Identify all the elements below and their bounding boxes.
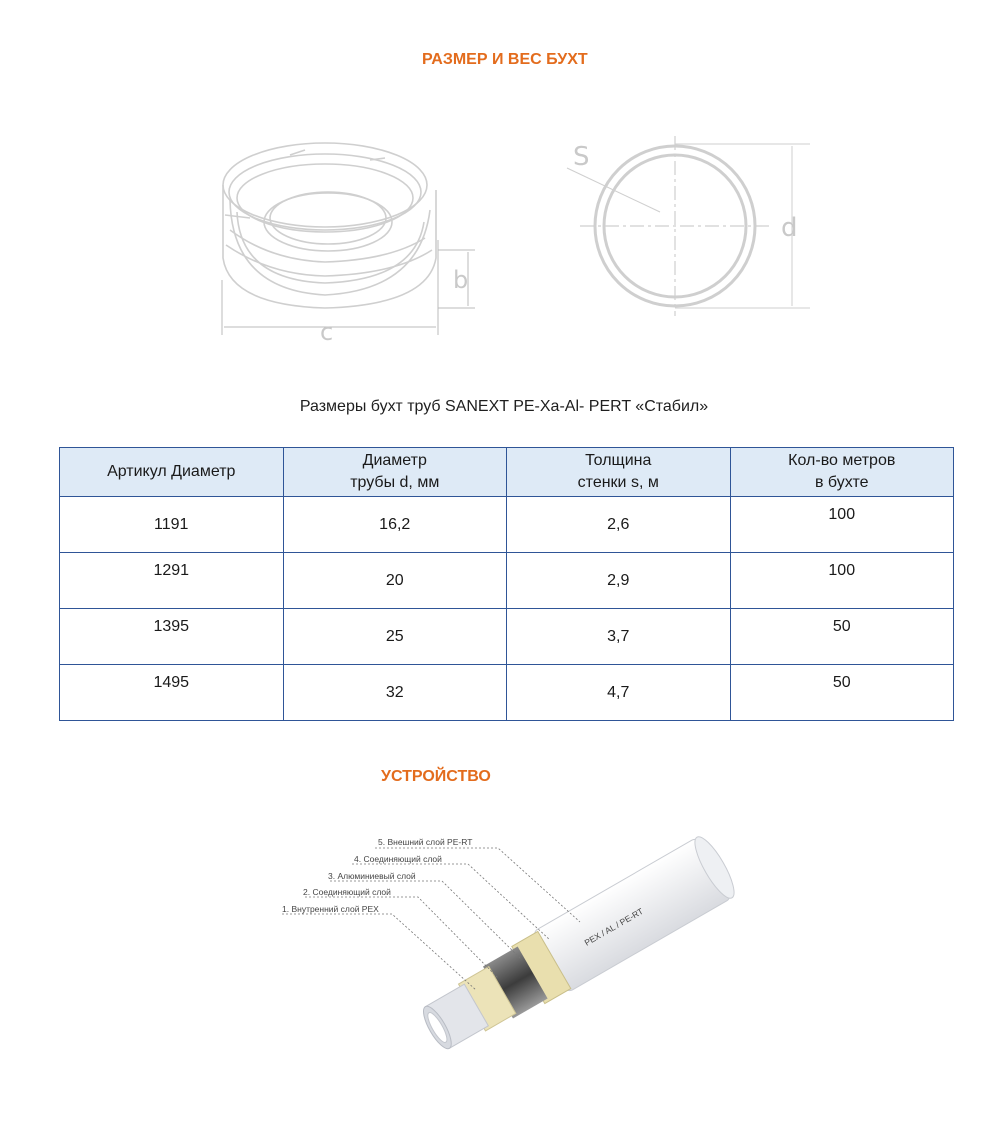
pipe-layers-illustration — [270, 830, 740, 1055]
cell-meters: 50 — [730, 665, 954, 721]
cell-meters: 100 — [730, 497, 954, 553]
cell-wall: 2,6 — [507, 497, 731, 553]
header-meters: Кол-во метров в бухте — [730, 448, 954, 497]
pipe-cross-section-diagram — [565, 130, 815, 325]
cell-wall: 4,7 — [507, 665, 731, 721]
section-title-size-weight: РАЗМЕР И ВЕС БУХТ — [422, 51, 588, 68]
cell-diameter: 25 — [283, 609, 507, 665]
cell-article: 1291 — [60, 553, 284, 609]
cell-diameter: 32 — [283, 665, 507, 721]
table-row — [60, 553, 954, 609]
layer-label-2: 2. Соединяющий слой — [303, 887, 391, 897]
cell-meters: 100 — [730, 553, 954, 609]
cell-article: 1495 — [60, 665, 284, 721]
header-diameter: Диаметр трубы d, мм — [283, 448, 507, 497]
dim-c-label: c — [320, 318, 334, 345]
cell-article: 1395 — [60, 609, 284, 665]
coil-sizes-table — [59, 447, 954, 721]
table-title: Размеры бухт труб SANEXT PE-Xa-Al- PERT «Стабил» — [299, 398, 709, 415]
coil-diagram — [210, 130, 490, 345]
layer-label-4: 4. Соединяющий слой — [354, 854, 442, 864]
table-row — [60, 665, 954, 721]
cell-article: 1191 — [60, 497, 284, 553]
layer-label-3: 3. Алюминиевый слой — [328, 871, 416, 881]
layer-label-1: 1. Внутренний слой PEX — [282, 904, 379, 914]
dim-s-label: S — [573, 142, 590, 172]
dim-b-label: b — [453, 266, 469, 294]
header-article: Артикул Диаметр — [60, 448, 284, 497]
table-row — [60, 497, 954, 553]
cell-wall: 3,7 — [507, 609, 731, 665]
dim-d-label: d — [781, 213, 798, 243]
cell-meters: 50 — [730, 609, 954, 665]
table-header-row — [60, 448, 954, 497]
layer-label-5: 5. Внешний слой PE-RT — [378, 837, 473, 847]
section-title-structure: УСТРОЙСТВО — [381, 768, 491, 785]
table-row — [60, 609, 954, 665]
header-wall: Толщина стенки s, м — [507, 448, 731, 497]
cell-diameter: 20 — [283, 553, 507, 609]
pipe-print-label: PEX / AL / PE-RT — [582, 905, 645, 948]
cell-wall: 2,9 — [507, 553, 731, 609]
cell-diameter: 16,2 — [283, 497, 507, 553]
